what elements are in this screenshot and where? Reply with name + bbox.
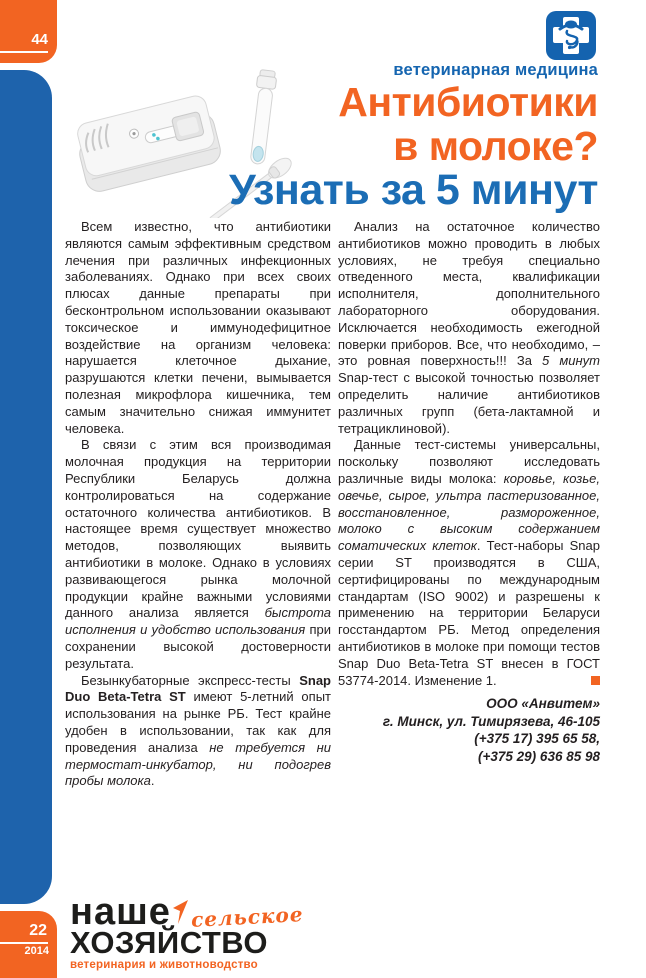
logo-word-nashe: наше bbox=[70, 891, 171, 933]
paragraph: В связи с этим вся производимая молочная продукция на территории Республики Беларусь должна контролироваться на содержание остаточного количества антибиотиков. В настоящее время существует множество методов, позволяющих выявить антибиотики в молоке. Однако в условиях развивающегося рынка молочной продукции крайне важными условиями данного анализа является быстрота исполнения и удобство использования при сохранении высокой достоверности результата. bbox=[65, 437, 331, 671]
issue-underline bbox=[0, 942, 48, 944]
blue-side-rail bbox=[0, 70, 52, 904]
title-line-3: Узнать за 5 минут bbox=[228, 166, 598, 214]
contact-phone-2: (+375 29) 636 85 98 bbox=[478, 748, 600, 764]
vet-cross-snake-bowl-icon bbox=[546, 11, 596, 60]
article-title bbox=[229, 80, 598, 212]
title-line-2: в молоке? bbox=[393, 123, 598, 169]
paragraph: Анализ на остаточное количество антибиотиков можно проводить в любых условиях, не требуя специально отведенного места, квалификации исполнителя, дополнительного лабораторного оборудования. Исключается необходимость ежегодной поверки приборов. Все, что необходимо, – это ровная поверхность!!! За 5 минут Snap-тест с высокой точностью позволяет определить наличие антибиотиков различных групп (бета-лактамной и тетрациклиновой). bbox=[338, 219, 601, 436]
paragraph: Всем известно, что антибиотики являются самым эффективным средством лечения при различных инфекционных заболеваниях. Однако при всех своих плюсах данные препараты при бесконтрольном использовании оказывают токсическое и иммунодефицитное воздействие на организм человека: нарушается клеточное дыхание, разрушаются клетки печени, вымывается полезная микрофлора кишечника, тем самым значительно снижая иммунитет человека. bbox=[65, 219, 331, 436]
end-of-article-marker bbox=[591, 676, 600, 685]
issue-tab bbox=[0, 911, 57, 978]
page-number: 44 bbox=[31, 31, 48, 48]
title-line-1: Антибиотики bbox=[338, 79, 598, 125]
right-column bbox=[338, 219, 600, 790]
page-number-tab bbox=[0, 0, 57, 63]
paragraph: Безынкубаторные экспресс-тесты Snap Duo Beta-Tetra ST имеют 5-летний опыт использования на рынке РБ. Тест крайне удобен в использовании, так как для проведения анализа не требуется ни термостат-инкубатор, ни подогрев пробы молока. bbox=[65, 672, 331, 789]
contact-phone-1: (+375 17) 395 65 58, bbox=[474, 731, 600, 747]
logo-word-selskoe: сельское bbox=[190, 902, 304, 932]
article-body bbox=[65, 219, 600, 790]
issue-number: 22 bbox=[29, 922, 47, 939]
left-column bbox=[65, 219, 331, 790]
paragraph: Данные тест-системы универсальны, поскольку позволяют исследовать различные виды молока: коровье, козье, овечье, сырое, ультра пастеризованное, восстановленное, размороженное, молоко с высоким содержанием соматических клеток. Тест-наборы Snap серии ST производятся в США, сертифицированы по международным стандартам (ISO 9002) и разрешены к применению на территории Беларуси госстандартом РБ. Метод определения антибиотиков в молоке при помощи тестов Snap Duo Beta-Tetra ST внесен в ГОСТ 53774-2014. Изменение 1. bbox=[338, 437, 600, 688]
magazine-logo bbox=[70, 891, 330, 971]
logo-word-hozyaystvo: ХОЗЯЙСТВО bbox=[70, 925, 268, 960]
logo-tagline: ветеринария и животноводство bbox=[70, 959, 258, 971]
issue-year: 2014 bbox=[24, 945, 49, 957]
contact-block bbox=[338, 695, 600, 765]
section-label: ветеринарная медицина bbox=[393, 61, 598, 79]
contact-address: г. Минск, ул. Тимирязева, 46-105 bbox=[382, 713, 600, 729]
contact-company: ООО «Анвитем» bbox=[486, 696, 600, 712]
page-number-underline bbox=[0, 51, 48, 53]
